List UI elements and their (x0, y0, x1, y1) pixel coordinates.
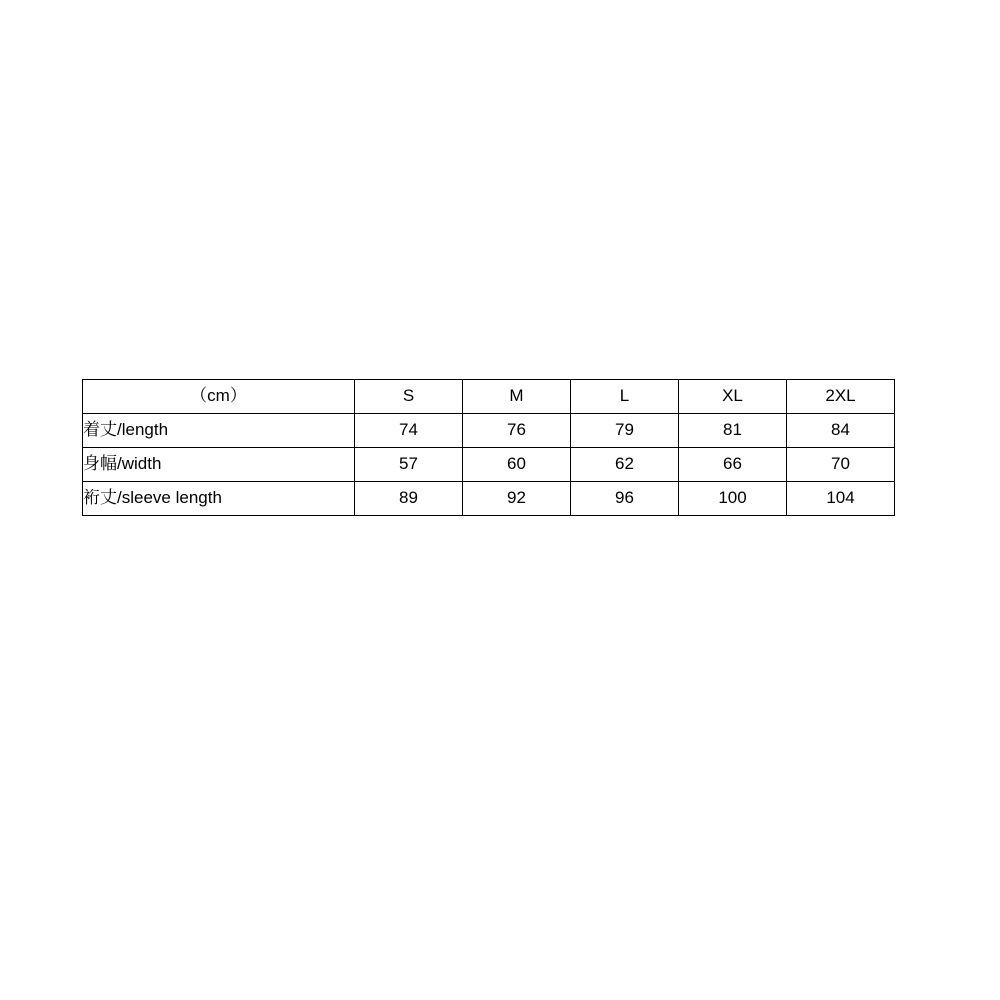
size-header-cell-2xl: 2XL (787, 380, 895, 414)
cell-sleeve-xl: 100 (679, 482, 787, 516)
table-row (83, 448, 895, 482)
cell-length-s: 74 (355, 414, 463, 448)
cell-width-m: 60 (463, 448, 571, 482)
cell-length-2xl: 84 (787, 414, 895, 448)
size-header-cell-m: M (463, 380, 571, 414)
cell-length-m: 76 (463, 414, 571, 448)
cell-width-2xl: 70 (787, 448, 895, 482)
row-label-length: 着丈/length (83, 414, 355, 448)
table-header-row (83, 380, 895, 414)
cell-sleeve-s: 89 (355, 482, 463, 516)
cell-width-s: 57 (355, 448, 463, 482)
size-header-cell-xl: XL (679, 380, 787, 414)
row-label-width: 身幅/width (83, 448, 355, 482)
cell-width-l: 62 (571, 448, 679, 482)
size-header-cell-s: S (355, 380, 463, 414)
cell-length-l: 79 (571, 414, 679, 448)
cell-length-xl: 81 (679, 414, 787, 448)
unit-header-cell: （cm） (83, 380, 355, 414)
size-header-cell-l: L (571, 380, 679, 414)
table-row (83, 414, 895, 448)
cell-sleeve-2xl: 104 (787, 482, 895, 516)
cell-sleeve-l: 96 (571, 482, 679, 516)
row-label-sleeve-length: 裄丈/sleeve length (83, 482, 355, 516)
table-row (83, 482, 895, 516)
size-chart (82, 379, 894, 516)
size-table (82, 379, 895, 516)
cell-sleeve-m: 92 (463, 482, 571, 516)
cell-width-xl: 66 (679, 448, 787, 482)
